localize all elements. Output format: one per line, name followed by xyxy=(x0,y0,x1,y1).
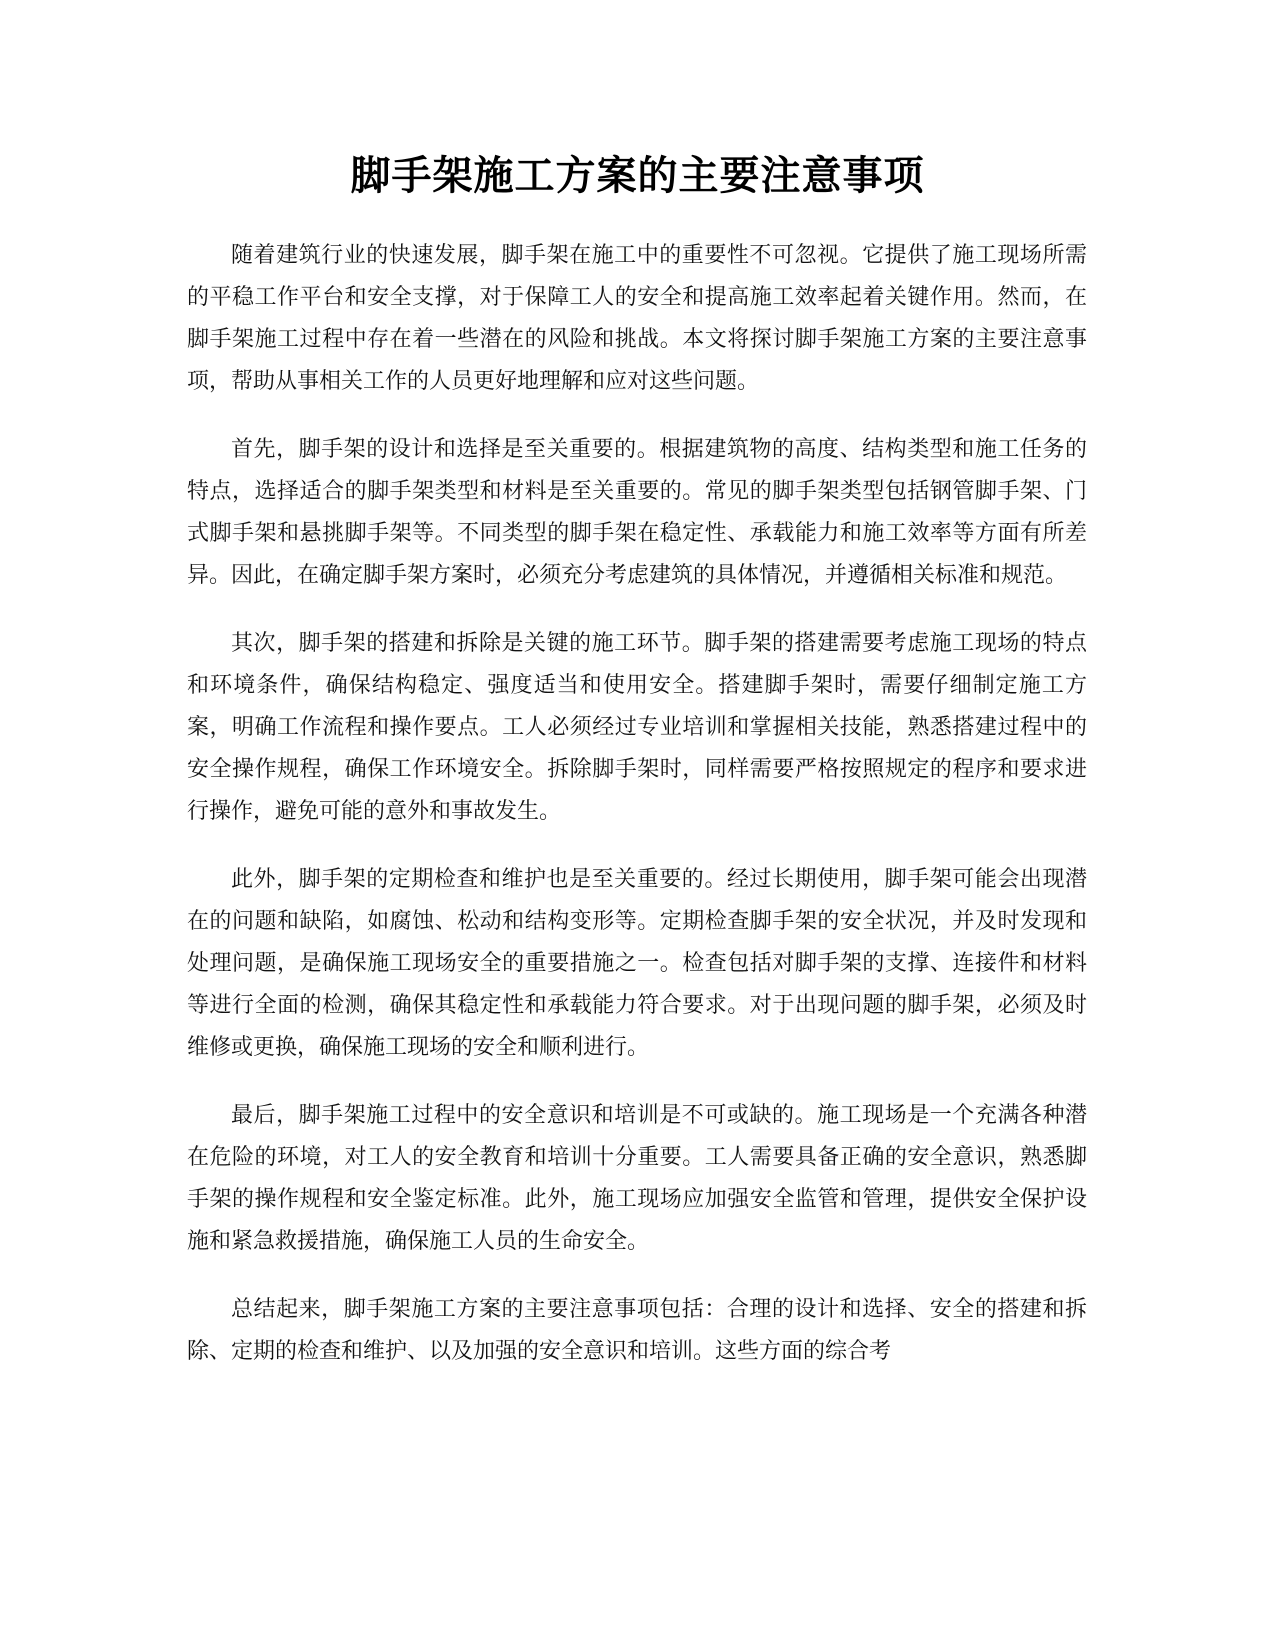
paragraph-erection-dismantling: 其次，脚手架的搭建和拆除是关键的施工环节。脚手架的搭建需要考虑施工现场的特点和环境条件，确保结构稳定、强度适当和使用安全。搭建脚手架时，需要仔细制定施工方案，明确工作流程和操作要点。工人必须经过专业培训和掌握相关技能，熟悉搭建过程中的安全操作规程，确保工作环境安全。拆除脚手架时，同样需要严格按照规定的程序和要求进行操作，避免可能的意外和事故发生。 xyxy=(187,631,1087,824)
document-body xyxy=(187,235,1087,1399)
paragraph-safety-training: 最后，脚手架施工过程中的安全意识和培训是不可或缺的。施工现场是一个充满各种潜在危险的环境，对工人的安全教育和培训十分重要。工人需要具备正确的安全意识，熟悉脚手架的操作规程和安全鉴定标准。此外，施工现场应加强安全监管和管理，提供安全保护设施和紧急救援措施，确保施工人员的生命安全。 xyxy=(187,1103,1087,1254)
paragraph-summary: 总结起来，脚手架施工方案的主要注意事项包括：合理的设计和选择、安全的搭建和拆除、定期的检查和维护、以及加强的安全意识和培训。这些方面的综合考 xyxy=(187,1297,1087,1364)
document-title: 脚手架施工方案的主要注意事项 xyxy=(350,153,925,199)
paragraph-design-selection: 首先，脚手架的设计和选择是至关重要的。根据建筑物的高度、结构类型和施工任务的特点，选择适合的脚手架类型和材料是至关重要的。常见的脚手架类型包括钢管脚手架、门式脚手架和悬挑脚手架等。不同类型的脚手架在稳定性、承载能力和施工效率等方面有所差异。因此，在确定脚手架方案时，必须充分考虑建筑的具体情况，并遵循相关标准和规范。 xyxy=(187,437,1087,588)
paragraph-inspection-maintenance: 此外，脚手架的定期检查和维护也是至关重要的。经过长期使用，脚手架可能会出现潜在的问题和缺陷，如腐蚀、松动和结构变形等。定期检查脚手架的安全状况，并及时发现和处理问题，是确保施工现场安全的重要措施之一。检查包括对脚手架的支撑、连接件和材料等进行全面的检测，确保其稳定性和承载能力符合要求。对于出现问题的脚手架，必须及时维修或更换，确保施工现场的安全和顺利进行。 xyxy=(187,867,1087,1060)
paragraph-intro: 随着建筑行业的快速发展，脚手架在施工中的重要性不可忽视。它提供了施工现场所需的平稳工作平台和安全支撑，对于保障工人的安全和提高施工效率起着关键作用。然而，在脚手架施工过程中存在着一些潜在的风险和挑战。本文将探讨脚手架施工方案的主要注意事项，帮助从事相关工作的人员更好地理解和应对这些问题。 xyxy=(187,243,1087,394)
